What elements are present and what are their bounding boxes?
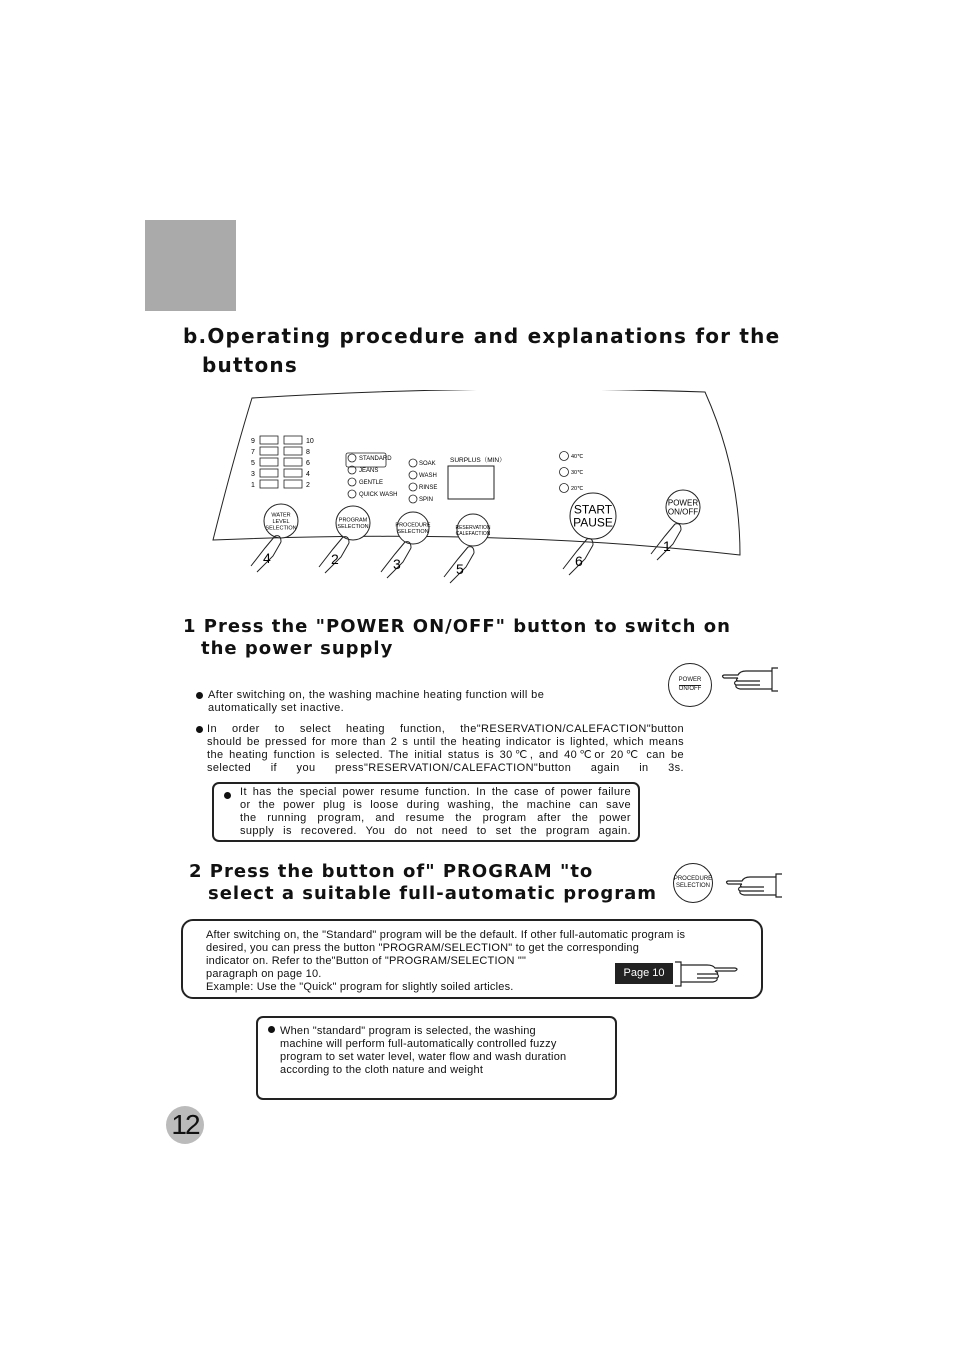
bullet2-line2: should be pressed for more than 2 s until the heating indicator is lighted, which means: [207, 736, 684, 748]
bullet1-line2: automatically set inactive.: [208, 702, 345, 714]
procedure-label: SOAK: [419, 461, 436, 467]
temperature-label: 40℃: [571, 454, 584, 460]
program-indicators: [348, 454, 397, 498]
bullet2-line3: the heating function is selected. The initial status is 30℃, and 40℃or 20℃ can be: [207, 749, 684, 761]
water-level-button-label: SELECTION: [265, 525, 297, 532]
pointing-finger-4: [251, 536, 281, 572]
program-led: [348, 454, 356, 462]
program-button-label: SELECTION: [337, 524, 369, 531]
time-display: [448, 466, 494, 499]
procedure-led: [409, 471, 417, 479]
body-line3: indicator on. Refer to the"Button of "PROGRAM/SELECTION "": [206, 955, 527, 967]
finger-number: 4: [263, 550, 271, 566]
note-line2: or the power plug is loose during washing, the machine can save: [240, 799, 631, 811]
water-level-label: 5: [251, 460, 255, 467]
body-line4: paragraph on page 10.: [206, 968, 322, 980]
bullet-icon: [196, 726, 203, 733]
water-level-button-label: WATER: [271, 512, 291, 519]
step2-heading-line2: select a suitable full-automatic program: [208, 883, 658, 904]
section-marker-block: [145, 220, 236, 311]
water-level-button: [264, 504, 298, 538]
reservation-button-label: CALEFACTION: [455, 530, 491, 537]
procedure-led: [409, 483, 417, 491]
water-level-label: 7: [251, 449, 255, 456]
step1-bullet1: [196, 689, 678, 715]
panel-buttons: [264, 490, 700, 546]
note2-line4: according to the cloth nature and weight: [280, 1064, 484, 1076]
note2-line2: machine will perform full-automatically controlled fuzzy: [280, 1038, 557, 1050]
water-level-led: [284, 447, 302, 455]
note-line1: It has the special power resume function. In the case of power failure: [240, 786, 631, 798]
finger-number: 2: [331, 551, 339, 567]
water-level-led: [260, 436, 278, 444]
pointing-finger-2: [319, 537, 349, 573]
pointing-finger-1: [651, 524, 681, 560]
finger-number: 5: [456, 561, 464, 577]
water-level-indicators: [251, 436, 314, 489]
start-pause-button-label: START: [573, 502, 613, 517]
program-label: STANDARD: [359, 456, 392, 462]
water-level-label: 10: [306, 438, 314, 445]
water-level-led: [284, 480, 302, 488]
power-button: [666, 490, 700, 524]
step2-heading: [189, 861, 657, 905]
water-level-label: 1: [251, 482, 255, 489]
step1-heading: [183, 616, 731, 660]
program-label: JEANS: [359, 468, 379, 474]
body-line2: desired, you can press the button "PROGRAM/SELECTION" to get the corresponding: [206, 942, 640, 954]
water-level-led: [284, 469, 302, 477]
procedure-icon-label2: SELECTION: [675, 883, 710, 889]
water-level-led: [284, 436, 302, 444]
note-line4: supply is recovered. You do not need to set the program again.: [240, 825, 631, 837]
bullet1-line1: After switching on, the washing machine heating function will be: [208, 689, 545, 701]
power-resume-note: [212, 782, 640, 842]
start-pause-button-label: PAUSE: [573, 515, 613, 530]
water-level-label: 3: [251, 471, 255, 478]
water-level-label: 2: [306, 482, 310, 489]
reservation-button-label: RESERVATION: [455, 524, 491, 531]
body-line5: Example: Use the "Quick" program for slightly soiled articles.: [206, 981, 514, 993]
body-line1: After switching on, the "Standard" program will be the default. If other full-automatic program is: [206, 929, 686, 941]
procedure-led: [409, 495, 417, 503]
water-level-led: [260, 469, 278, 477]
program-led: [348, 478, 356, 486]
program-led: [348, 490, 356, 498]
section-title-line1: b.Operating procedure and explanations for the: [183, 324, 781, 348]
note-line3: the running program, and resume the program after the power: [240, 812, 631, 824]
water-level-led: [260, 480, 278, 488]
control-panel-diagram: [205, 390, 745, 590]
water-level-label: 4: [306, 471, 310, 478]
step1-bullet2: [196, 723, 684, 775]
water-level-led: [284, 458, 302, 466]
reservation-button: [455, 514, 490, 546]
surplus-label: SURPLUS（MIN）: [450, 457, 506, 464]
temperature-led: [560, 468, 569, 477]
procedure-led: [409, 459, 417, 467]
step2-heading-line1: 2 Press the button of" PROGRAM "to: [189, 861, 594, 882]
pointing-hand-icon: [673, 959, 743, 989]
note2-line1: When "standard" program is selected, the washing: [280, 1025, 536, 1037]
water-level-led: [260, 447, 278, 455]
procedure-button-label: SELECTION: [397, 529, 429, 536]
pointing-hand-icon: [720, 664, 780, 694]
bullet-icon: [196, 692, 203, 699]
note2-line3: program to set water level, water flow and wash duration: [280, 1051, 567, 1063]
power-button-label: ON/OFF: [667, 507, 699, 517]
procedure-label: RINSE: [419, 485, 438, 491]
pointing-finger-3: [381, 542, 411, 578]
program-label: QUICK WASH: [359, 492, 398, 498]
page-number: 12: [166, 1106, 204, 1144]
procedure-button-label: PROCEDURE: [395, 522, 431, 529]
program-button-label: PROGRAM: [338, 517, 368, 524]
procedure-button-icon: [673, 863, 713, 903]
water-level-label: 9: [251, 438, 255, 445]
power-button-label: POWER: [667, 498, 699, 508]
procedure-icon-label1: PROCEDURE: [673, 876, 713, 882]
water-level-label: 6: [306, 460, 310, 467]
standard-program-note: [256, 1016, 617, 1100]
bullet-icon: [268, 1026, 275, 1033]
bullet2-line1: In order to select heating function, the"RESERVATION/CALEFACTION"button: [207, 723, 684, 735]
step1-heading-line1: 1 Press the "POWER ON/OFF" button to switch on: [183, 616, 731, 637]
temperature-indicators: [560, 452, 585, 493]
finger-number: 3: [393, 556, 401, 572]
power-icon-label2: ON/OFF: [678, 686, 702, 692]
temperature-led: [560, 484, 569, 493]
procedure-button: [395, 512, 430, 544]
finger-number: 6: [575, 553, 583, 569]
finger-number: 1: [663, 538, 671, 554]
pointing-finger-6: [563, 539, 593, 575]
temperature-led: [560, 452, 569, 461]
pointing-finger-5: [444, 547, 474, 583]
program-button: [336, 506, 370, 540]
water-level-button-label: LEVEL: [272, 518, 290, 525]
bullet2-line4: selected if you press"RESERVATION/CALEFACTION"button again in 3s.: [207, 762, 684, 774]
procedure-label: WASH: [419, 473, 437, 479]
temperature-label: 20℃: [571, 486, 584, 492]
program-label: GENTLE: [359, 480, 384, 486]
start-pause-button: [570, 493, 616, 539]
pointing-hand-icon: [724, 870, 784, 900]
step1-heading-line2: the power supply: [201, 638, 394, 659]
procedure-label: SPIN: [419, 497, 434, 503]
water-level-label: 8: [306, 449, 310, 456]
section-title: [183, 322, 780, 380]
temperature-label: 30℃: [571, 470, 584, 476]
water-level-led: [260, 458, 278, 466]
bullet-icon: [224, 792, 231, 799]
procedure-indicators: [409, 459, 437, 503]
power-icon-label1: POWER: [678, 677, 702, 683]
section-title-line2: buttons: [202, 353, 298, 377]
page-reference-badge[interactable]: Page 10: [615, 963, 673, 984]
